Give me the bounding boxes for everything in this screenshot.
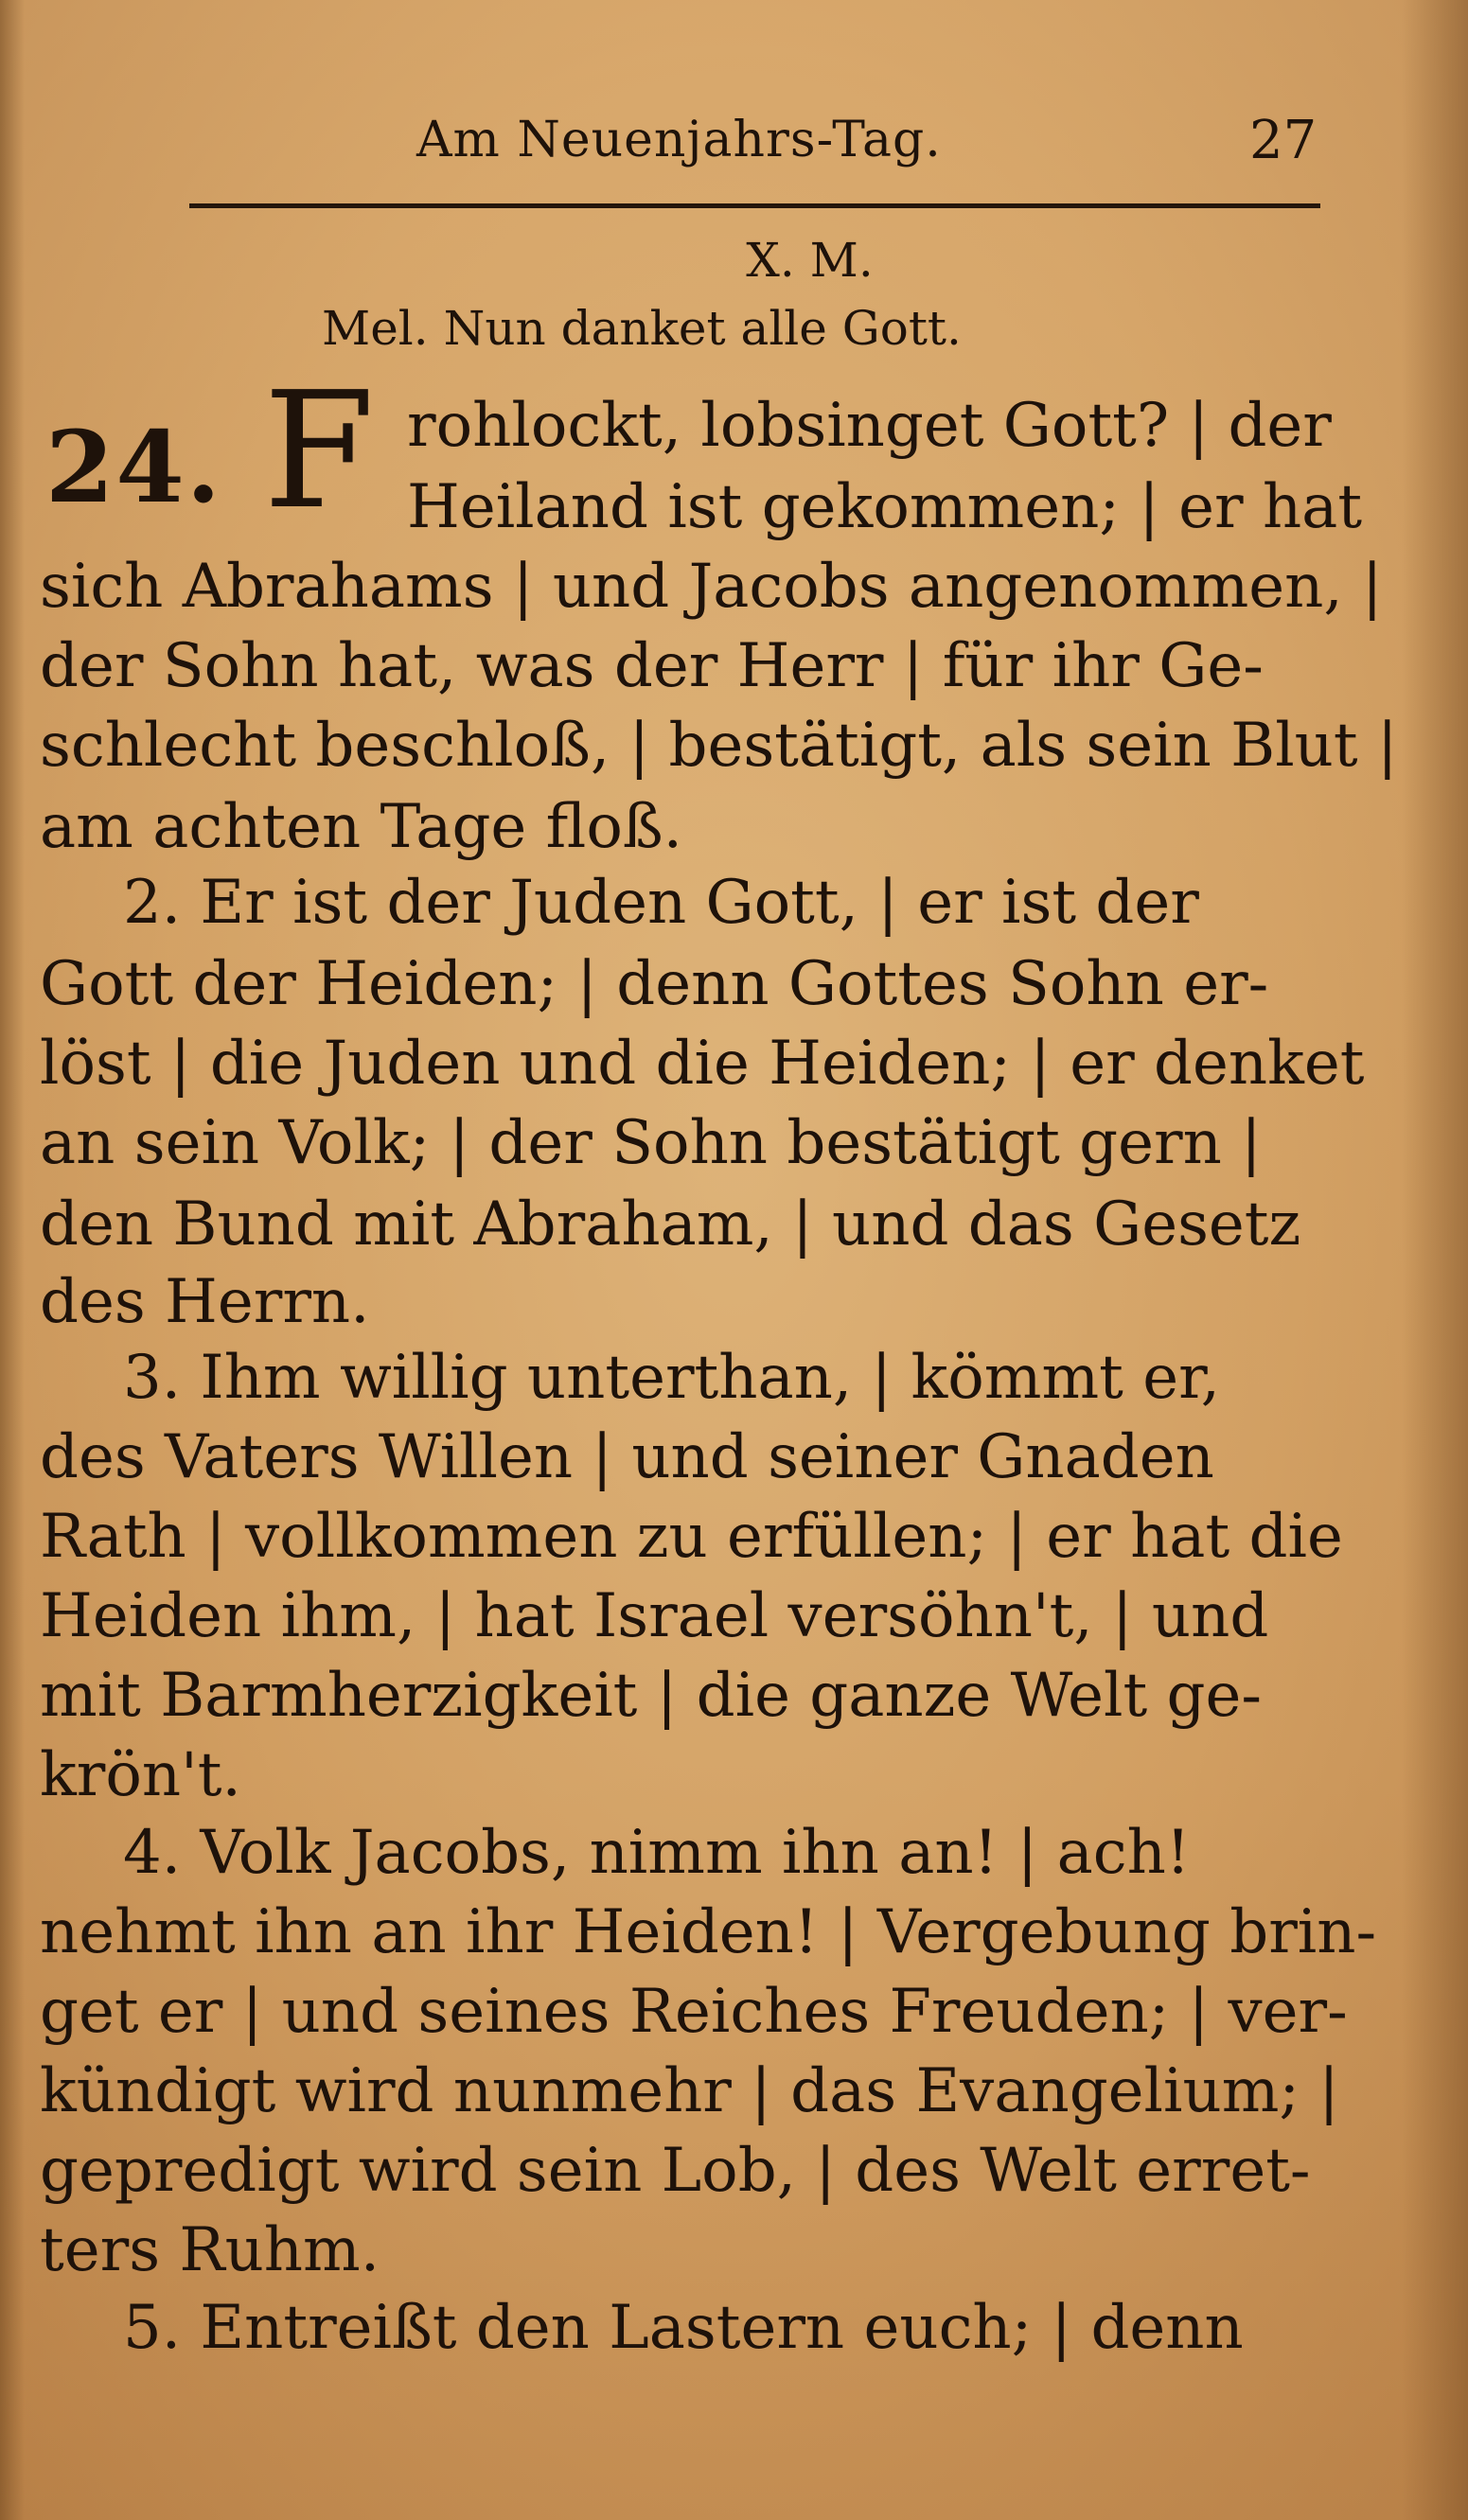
hymn-line: krön't.	[40, 1740, 241, 1810]
running-head: Am Neuenjahrs-Tag.	[416, 112, 942, 168]
hymn-line: löst | die Juden und die Heiden; | er denket	[40, 1029, 1365, 1099]
page-edge-shadow-left	[0, 0, 25, 2520]
hymn-line: Gott der Heiden; | denn Gottes Sohn er-	[40, 949, 1269, 1019]
hymn-line: rohlockt, lobsinget Gott? | der	[407, 391, 1332, 461]
hymn-line: Heiden ihm, | hat Israel versöhn't, | und	[40, 1581, 1269, 1651]
melody-line: Mel. Nun danket alle Gott.	[322, 301, 962, 356]
header-rule	[189, 203, 1320, 208]
hymn-line: Heiland ist gekommen; | er hat	[407, 472, 1363, 542]
hymn-number-label: X. M.	[746, 233, 874, 288]
hymn-id: 24.	[45, 409, 222, 525]
page-edge-shadow-right	[1402, 0, 1468, 2520]
hymn-line: 3. Ihm willig unterthan, | kömmt er,	[123, 1343, 1220, 1413]
hymn-line: 2. Er ist der Juden Gott, | er ist der	[123, 868, 1199, 938]
hymn-line: sich Abrahams | und Jacobs angenommen, |	[40, 552, 1383, 622]
hymn-line: nehmt ihn an ihr Heiden! | Vergebung brin-	[40, 1897, 1377, 1967]
page-number: 27	[1249, 110, 1318, 171]
hymn-line: 5. Entreißt den Lastern euch; | denn	[123, 2293, 1244, 2363]
hymn-line: get er | und seines Reiches Freuden; | ver-	[40, 1977, 1348, 2047]
hymn-line: am achten Tage floß.	[40, 792, 682, 862]
hymn-line: an sein Volk; | der Sohn bestätigt gern |	[40, 1108, 1262, 1178]
hymn-line: des Vaters Willen | und seiner Gnaden	[40, 1422, 1214, 1492]
hymn-line: 4. Volk Jacobs, nimm ihn an! | ach!	[123, 1818, 1191, 1888]
hymn-line: ters Ruhm.	[40, 2215, 380, 2285]
hymn-line: Rath | vollkommen zu erfüllen; | er hat die	[40, 1502, 1343, 1572]
hymn-line: mit Barmherzigkeit | die ganze Welt ge-	[40, 1661, 1262, 1731]
hymn-line: der Sohn hat, was der Herr | für ihr Ge-	[40, 631, 1264, 701]
hymn-line: gepredigt wird sein Lob, | des Welt erret-	[40, 2136, 1311, 2206]
hymn-line: des Herrn.	[40, 1267, 370, 1337]
drop-cap: F	[263, 358, 375, 545]
hymn-number	[0, 233, 1468, 288]
hymn-line: schlecht beschloß, | bestätigt, als sein Blut |	[40, 711, 1398, 781]
hymn-line: den Bund mit Abraham, | und das Gesetz	[40, 1190, 1301, 1260]
hymn-line: kündigt wird nunmehr | das Evangelium; |	[40, 2056, 1339, 2126]
